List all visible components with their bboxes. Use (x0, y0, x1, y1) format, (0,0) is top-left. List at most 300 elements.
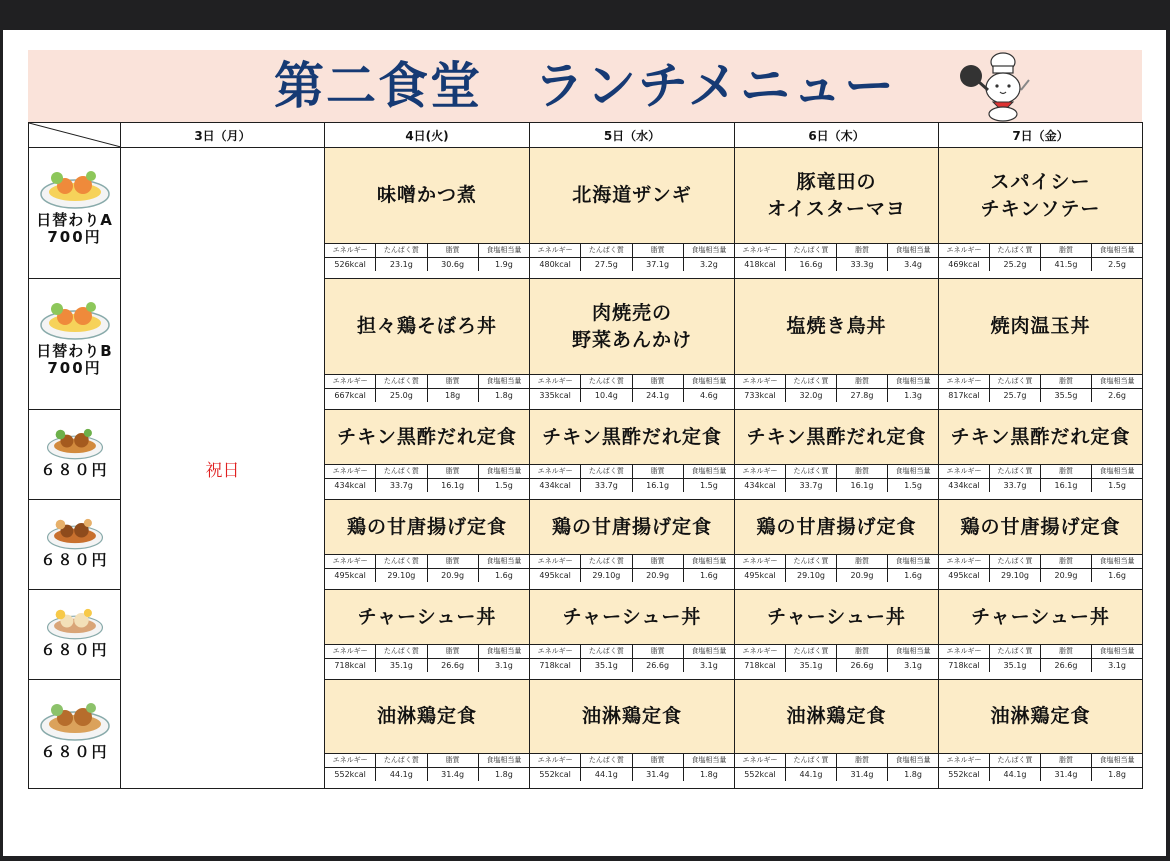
nutrition-label: たんぱく質 (786, 555, 837, 568)
nutrition-value-row (939, 768, 1142, 781)
nutrition-value: 20.9g (1041, 569, 1092, 582)
nutrition-label-row (325, 754, 529, 768)
nutrition-label: エネルギー (325, 645, 376, 658)
nutrition-label: 食塩相当量 (691, 647, 727, 655)
nutrition-label-row (325, 555, 529, 569)
nutrition-label: 脂質 (428, 645, 479, 658)
nutrition-label: 脂質 (633, 645, 684, 658)
nutrition-label: 食塩相当量 (691, 756, 727, 764)
price-label: ６８０円 (40, 641, 109, 659)
nutrition-label-row (530, 754, 734, 768)
dish-cell (325, 279, 530, 410)
nutrition-value: 526kcal (325, 258, 376, 271)
nutrition-value: 718kcal (530, 659, 581, 672)
nutrition-value: 20.9g (837, 569, 888, 582)
nutrition-label: たんぱく質 (581, 465, 632, 478)
nutrition-value: 335kcal (530, 389, 581, 402)
nutrition-label: 食塩相当量 (691, 246, 727, 254)
price-label: ６８０円 (40, 743, 109, 761)
nutrition-value-row (530, 768, 734, 781)
omelette-plate-icon (37, 281, 113, 343)
nutrition-label: エネルギー (530, 555, 581, 568)
nutrition-label: たんぱく質 (376, 645, 427, 658)
dish-name: 焼肉温玉丼 (939, 279, 1142, 375)
nutrition-value: 552kcal (530, 768, 581, 781)
day-header: 6日（木） (735, 123, 939, 148)
nutrition-label: 食塩相当量 (1099, 467, 1135, 475)
nutrition-label: 食塩相当量 (486, 647, 522, 655)
nutrition-label: 脂質 (1041, 375, 1092, 388)
dish-name: チキン黒酢だれ定食 (939, 410, 1142, 465)
nutrition-label: たんぱく質 (376, 244, 427, 257)
nutrition-value: 2.5g (1108, 260, 1126, 269)
nutrition-label: たんぱく質 (990, 465, 1041, 478)
nutrition-label: エネルギー (939, 465, 990, 478)
nutrition-label-row (530, 244, 734, 258)
dish-cell (735, 680, 939, 789)
dish-name: 北海道ザンギ (530, 148, 734, 244)
dish-cell (325, 590, 530, 680)
nutrition-value: 3.1g (904, 661, 922, 670)
nutrition-value: 418kcal (735, 258, 786, 271)
nutrition-value-row (530, 569, 734, 582)
nutrition-label: たんぱく質 (990, 244, 1041, 257)
nutrition-label-row (939, 555, 1142, 569)
nutrition-value: 2.6g (1108, 391, 1126, 400)
nutrition-value-row (325, 659, 529, 672)
nutrition-value: 44.1g (581, 768, 632, 781)
nutrition-value: 26.6g (837, 659, 888, 672)
nutrition-label-row (939, 645, 1142, 659)
nutrition-value: 16.1g (837, 479, 888, 492)
nutrition-label-row (735, 645, 938, 659)
nutrition-label: 脂質 (837, 465, 888, 478)
dish-name: 油淋鶏定食 (939, 680, 1142, 754)
nutrition-value: 35.1g (376, 659, 427, 672)
nutrition-label: 食塩相当量 (691, 467, 727, 475)
nutrition-value: 41.5g (1041, 258, 1092, 271)
nutrition-label: 食塩相当量 (1099, 756, 1135, 764)
nutrition-value: 32.0g (786, 389, 837, 402)
nutrition-label: 食塩相当量 (1099, 246, 1135, 254)
nutrition-value: 26.6g (633, 659, 684, 672)
nutrition-value: 31.4g (837, 768, 888, 781)
nutrition-label: エネルギー (939, 645, 990, 658)
nutrition-value: 1.6g (494, 571, 513, 580)
dish-name: 肉焼売の 野菜あんかけ (530, 279, 734, 375)
day-header: 3日（月） (121, 123, 325, 148)
menu-category-cell (29, 148, 121, 279)
dish-name: チキン黒酢だれ定食 (735, 410, 938, 465)
nutrition-value: 18g (428, 389, 479, 402)
nutrition-label: たんぱく質 (376, 375, 427, 388)
omelette-plate-icon (37, 150, 113, 212)
nutrition-label: たんぱく質 (786, 244, 837, 257)
nutrition-label-row (735, 375, 938, 389)
dish-name: チキン黒酢だれ定食 (325, 410, 529, 465)
nutrition-label: たんぱく質 (581, 375, 632, 388)
nutrition-value: 44.1g (990, 768, 1041, 781)
nutrition-label: 脂質 (633, 465, 684, 478)
nutrition-value: 817kcal (939, 389, 990, 402)
menu-category-cell (29, 279, 121, 410)
menu-table (28, 122, 1143, 789)
nutrition-label: エネルギー (530, 754, 581, 767)
nutrition-label: エネルギー (735, 244, 786, 257)
nutrition-value: 44.1g (376, 768, 427, 781)
nutrition-label: たんぱく質 (581, 754, 632, 767)
nutrition-label: 食塩相当量 (1099, 377, 1135, 385)
nutrition-value: 30.6g (428, 258, 479, 271)
dish-name: 豚竜田の オイスターマヨ (735, 148, 938, 244)
nutrition-value: 23.1g (376, 258, 427, 271)
nutrition-value: 25.0g (376, 389, 427, 402)
nutrition-value: 4.6g (699, 391, 718, 400)
nutrition-label-row (530, 375, 734, 389)
nutrition-value: 1.3g (904, 391, 922, 400)
nutrition-label: エネルギー (325, 465, 376, 478)
nutrition-label: 脂質 (837, 754, 888, 767)
page-title: 第二食堂 ランチメニュー (274, 56, 896, 115)
dish-cell (735, 148, 939, 279)
nutrition-value: 33.7g (376, 479, 427, 492)
nutrition-value: 495kcal (325, 569, 376, 582)
nutrition-value: 31.4g (428, 768, 479, 781)
fried-chicken-plate-icon (37, 412, 113, 462)
nutrition-value: 3.2g (699, 260, 718, 269)
nutrition-label: たんぱく質 (581, 244, 632, 257)
nutrition-label-row (735, 244, 938, 258)
price-label: ６８０円 (40, 551, 109, 569)
nutrition-value: 1.6g (904, 571, 922, 580)
chashu-bowl-icon (37, 592, 113, 642)
dish-cell (939, 410, 1143, 500)
dish-cell (735, 590, 939, 680)
nutrition-value: 434kcal (530, 479, 581, 492)
nutrition-value-row (939, 569, 1142, 582)
nutrition-value-row (325, 389, 529, 402)
nutrition-value: 718kcal (325, 659, 376, 672)
nutrition-value: 1.9g (494, 260, 513, 269)
nutrition-label: 食塩相当量 (895, 557, 931, 565)
menu-category-label: 日替わりB (36, 342, 113, 360)
dish-cell (939, 279, 1143, 410)
nutrition-label: エネルギー (735, 375, 786, 388)
nutrition-value: 1.5g (494, 481, 513, 490)
nutrition-value: 25.7g (990, 389, 1041, 402)
nutrition-label: 脂質 (428, 244, 479, 257)
nutrition-value-row (735, 258, 938, 271)
nutrition-value-row (735, 569, 938, 582)
nutrition-value: 552kcal (325, 768, 376, 781)
dish-name: 鶏の甘唐揚げ定食 (735, 500, 938, 555)
dish-name: 鶏の甘唐揚げ定食 (325, 500, 529, 555)
nutrition-value: 33.7g (581, 479, 632, 492)
nutrition-label-row (735, 754, 938, 768)
nutrition-label: エネルギー (530, 645, 581, 658)
nutrition-value: 3.4g (904, 260, 922, 269)
nutrition-value-row (325, 768, 529, 781)
nutrition-label: たんぱく質 (990, 555, 1041, 568)
nutrition-label: 脂質 (1041, 645, 1092, 658)
dish-cell (530, 590, 735, 680)
nutrition-label: エネルギー (939, 244, 990, 257)
dish-name: 味噌かつ煮 (325, 148, 529, 244)
nutrition-value: 434kcal (735, 479, 786, 492)
chef-cat-mascot-icon (955, 50, 1035, 122)
nutrition-value: 20.9g (428, 569, 479, 582)
nutrition-value: 1.5g (1108, 481, 1126, 490)
day-header: 7日（金） (939, 123, 1143, 148)
nutrition-label: たんぱく質 (786, 754, 837, 767)
nutrition-label: たんぱく質 (581, 645, 632, 658)
menu-category-cell (29, 680, 121, 789)
price-label: ６８０円 (40, 461, 109, 479)
day-header: 5日（水） (530, 123, 735, 148)
nutrition-label: エネルギー (325, 244, 376, 257)
nutrition-label-row (939, 754, 1142, 768)
nutrition-label: エネルギー (735, 555, 786, 568)
nutrition-label-row (939, 244, 1142, 258)
nutrition-value-row (735, 659, 938, 672)
nutrition-label: 脂質 (428, 555, 479, 568)
nutrition-label: 脂質 (837, 645, 888, 658)
nutrition-label: 脂質 (1041, 555, 1092, 568)
nutrition-value: 31.4g (633, 768, 684, 781)
nutrition-value: 718kcal (735, 659, 786, 672)
nutrition-label: たんぱく質 (990, 375, 1041, 388)
nutrition-label: たんぱく質 (786, 465, 837, 478)
nutrition-label-row (735, 555, 938, 569)
nutrition-label: たんぱく質 (990, 645, 1041, 658)
nutrition-label-row (325, 375, 529, 389)
dish-name: 鶏の甘唐揚げ定食 (530, 500, 734, 555)
nutrition-label: たんぱく質 (990, 754, 1041, 767)
nutrition-value-row (735, 389, 938, 402)
nutrition-label: たんぱく質 (786, 375, 837, 388)
dish-cell (325, 148, 530, 279)
nutrition-value: 3.1g (699, 661, 718, 670)
dish-cell (325, 680, 530, 789)
nutrition-label: 脂質 (837, 375, 888, 388)
nutrition-value: 31.4g (1041, 768, 1092, 781)
nutrition-value: 1.8g (904, 770, 922, 779)
nutrition-value-row (735, 768, 938, 781)
nutrition-value: 29.10g (990, 569, 1041, 582)
nutrition-value: 35.1g (786, 659, 837, 672)
nutrition-value: 20.9g (633, 569, 684, 582)
dish-cell (939, 590, 1143, 680)
nutrition-value: 44.1g (786, 768, 837, 781)
dish-name: 担々鶏そぼろ丼 (325, 279, 529, 375)
nutrition-label: たんぱく質 (376, 754, 427, 767)
dish-name: 油淋鶏定食 (735, 680, 938, 754)
dish-name: 油淋鶏定食 (325, 680, 529, 754)
menu-category-label: 日替わりA (36, 211, 113, 229)
nutrition-value: 495kcal (530, 569, 581, 582)
nutrition-value: 24.1g (633, 389, 684, 402)
glazed-chicken-plate-icon (37, 502, 113, 552)
nutrition-value: 3.1g (1108, 661, 1126, 670)
nutrition-value: 434kcal (325, 479, 376, 492)
nutrition-value: 667kcal (325, 389, 376, 402)
dish-cell (530, 148, 735, 279)
dish-name: チャーシュー丼 (530, 590, 734, 645)
dish-cell (530, 680, 735, 789)
nutrition-value-row (939, 258, 1142, 271)
nutrition-label: エネルギー (939, 555, 990, 568)
nutrition-label-row (530, 645, 734, 659)
nutrition-label: 食塩相当量 (486, 557, 522, 565)
nutrition-value: 718kcal (939, 659, 990, 672)
dish-name: チャーシュー丼 (735, 590, 938, 645)
menu-category-cell (29, 410, 121, 500)
nutrition-label: 食塩相当量 (486, 246, 522, 254)
nutrition-label-row (530, 465, 734, 479)
nutrition-label: 食塩相当量 (486, 467, 522, 475)
holiday-label: 祝日 (121, 148, 325, 789)
nutrition-label: 脂質 (633, 244, 684, 257)
nutrition-label: 脂質 (633, 754, 684, 767)
nutrition-label: エネルギー (530, 244, 581, 257)
nutrition-label: 脂質 (428, 375, 479, 388)
nutrition-value: 16.1g (1041, 479, 1092, 492)
nutrition-label-row (939, 375, 1142, 389)
dish-name: 鶏の甘唐揚げ定食 (939, 500, 1142, 555)
dish-cell (735, 500, 939, 590)
nutrition-label: 脂質 (837, 244, 888, 257)
nutrition-value: 35.5g (1041, 389, 1092, 402)
nutrition-value: 16.1g (428, 479, 479, 492)
nutrition-value: 10.4g (581, 389, 632, 402)
nutrition-value-row (325, 479, 529, 492)
nutrition-label: たんぱく質 (376, 555, 427, 568)
day-header: 4日(火) (325, 123, 530, 148)
nutrition-value: 552kcal (939, 768, 990, 781)
dish-cell (939, 500, 1143, 590)
nutrition-label: エネルギー (735, 754, 786, 767)
nutrition-label: たんぱく質 (581, 555, 632, 568)
nutrition-value: 495kcal (939, 569, 990, 582)
nutrition-label: エネルギー (530, 465, 581, 478)
nutrition-label-row (530, 555, 734, 569)
nutrition-label: 脂質 (633, 555, 684, 568)
nutrition-value: 26.6g (428, 659, 479, 672)
nutrition-value: 733kcal (735, 389, 786, 402)
nutrition-label: たんぱく質 (376, 465, 427, 478)
nutrition-label: 脂質 (428, 754, 479, 767)
nutrition-label: 脂質 (428, 465, 479, 478)
nutrition-label: 食塩相当量 (1099, 557, 1135, 565)
nutrition-label: エネルギー (735, 465, 786, 478)
nutrition-label: 食塩相当量 (895, 756, 931, 764)
dish-name: チャーシュー丼 (939, 590, 1142, 645)
nutrition-label: エネルギー (325, 375, 376, 388)
dish-cell (530, 279, 735, 410)
price-label: 700円 (47, 359, 102, 377)
nutrition-label: 脂質 (633, 375, 684, 388)
nutrition-value: 3.1g (494, 661, 513, 670)
dish-name: チキン黒酢だれ定食 (530, 410, 734, 465)
dish-cell (735, 279, 939, 410)
nutrition-value: 37.1g (633, 258, 684, 271)
dish-name: 油淋鶏定食 (530, 680, 734, 754)
nutrition-label-row (939, 465, 1142, 479)
nutrition-value: 1.5g (904, 481, 922, 490)
nutrition-label: 脂質 (1041, 465, 1092, 478)
nutrition-value: 33.3g (837, 258, 888, 271)
nutrition-label-row (735, 465, 938, 479)
nutrition-value: 27.5g (581, 258, 632, 271)
nutrition-label: エネルギー (939, 375, 990, 388)
dish-cell (325, 410, 530, 500)
nutrition-value: 1.8g (699, 770, 718, 779)
nutrition-label: たんぱく質 (786, 645, 837, 658)
nutrition-value: 33.7g (990, 479, 1041, 492)
dish-cell (325, 500, 530, 590)
nutrition-value: 25.2g (990, 258, 1041, 271)
nutrition-label: 食塩相当量 (486, 377, 522, 385)
nutrition-label: エネルギー (325, 754, 376, 767)
dish-cell (735, 410, 939, 500)
nutrition-label-row (325, 244, 529, 258)
nutrition-value-row (530, 659, 734, 672)
dish-name: チャーシュー丼 (325, 590, 529, 645)
nutrition-value: 16.1g (633, 479, 684, 492)
nutrition-value: 434kcal (939, 479, 990, 492)
dish-cell (939, 148, 1143, 279)
price-label: 700円 (47, 228, 102, 246)
nutrition-label: 食塩相当量 (895, 647, 931, 655)
nutrition-value: 1.6g (699, 571, 718, 580)
nutrition-label: 食塩相当量 (1099, 647, 1135, 655)
nutrition-value-row (939, 659, 1142, 672)
menu-row (29, 148, 1143, 279)
menu-category-cell (29, 590, 121, 680)
nutrition-value: 469kcal (939, 258, 990, 271)
nutrition-label: 食塩相当量 (691, 557, 727, 565)
nutrition-value: 27.8g (837, 389, 888, 402)
nutrition-label: 食塩相当量 (895, 467, 931, 475)
nutrition-value: 35.1g (581, 659, 632, 672)
nutrition-label: 脂質 (1041, 244, 1092, 257)
nutrition-label-row (325, 645, 529, 659)
yulinji-plate-icon (37, 682, 113, 744)
nutrition-label: 食塩相当量 (691, 377, 727, 385)
nutrition-value: 26.6g (1041, 659, 1092, 672)
nutrition-value: 29.10g (376, 569, 427, 582)
nutrition-value-row (325, 258, 529, 271)
nutrition-label: エネルギー (325, 555, 376, 568)
diagonal-line (29, 123, 121, 147)
nutrition-value: 35.1g (990, 659, 1041, 672)
nutrition-value: 1.8g (1108, 770, 1126, 779)
nutrition-label: エネルギー (735, 645, 786, 658)
nutrition-value: 16.6g (786, 258, 837, 271)
nutrition-value-row (939, 479, 1142, 492)
dish-cell (939, 680, 1143, 789)
nutrition-label: 食塩相当量 (486, 756, 522, 764)
nutrition-value: 33.7g (786, 479, 837, 492)
nutrition-value-row (530, 258, 734, 271)
corner-cell (29, 123, 121, 148)
dish-cell (530, 500, 735, 590)
nutrition-value: 552kcal (735, 768, 786, 781)
nutrition-value-row (939, 389, 1142, 402)
nutrition-value: 1.8g (494, 770, 513, 779)
nutrition-value: 29.10g (581, 569, 632, 582)
dish-name: 塩焼き鳥丼 (735, 279, 938, 375)
